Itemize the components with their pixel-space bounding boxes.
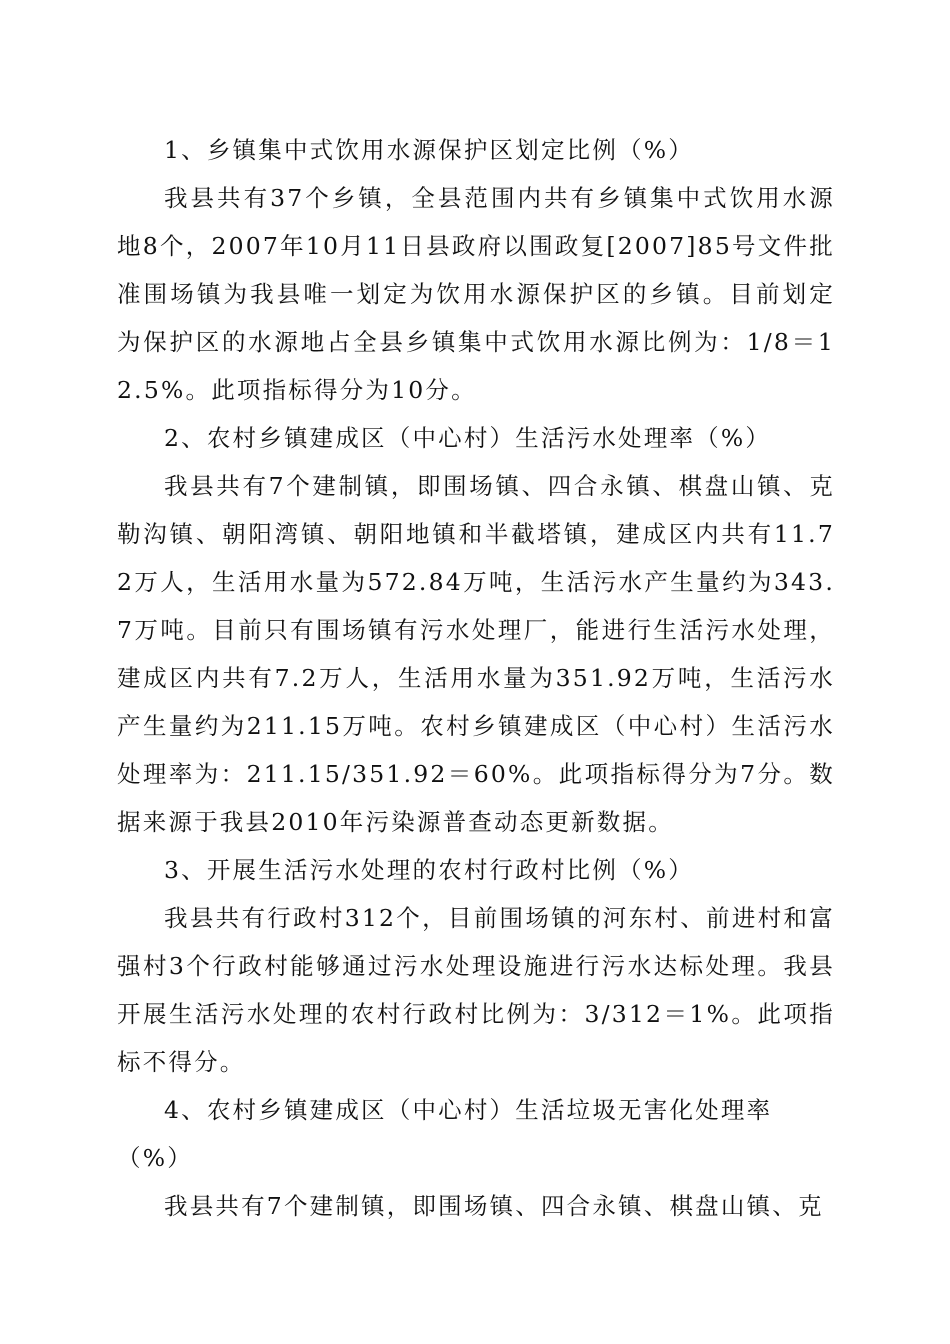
section-4-body: 我县共有7个建制镇，即围场镇、四合永镇、棋盘山镇、克 — [164, 1192, 824, 1220]
section-1-body: 我县共有37个乡镇，全县范围内共有乡镇集中式饮用水源地8个，2007年10月11日县政府以围政复[2007]85号文件批准围场镇为我县唯一划定为饮用水源保护区的乡镇。目前划定为保护区的水源地占全县乡镇集中式饮用水源比例为：1/8＝12.5%。此项指标得分为10分。 — [117, 184, 835, 404]
section-2-body: 我县共有7个建制镇，即围场镇、四合永镇、棋盘山镇、克勒沟镇、朝阳湾镇、朝阳地镇和半截塔镇，建成区内共有11.72万人，生活用水量为572.84万吨，生活污水产生量约为343.7万吨。目前只有围场镇有污水处理厂，能进行生活污水处理，建成区内共有7.2万人，生活用水量为351.92万吨，生活污水产生量约为211.15万吨。农村乡镇建成区（中心村）生活污水处理率为：211.15/351.92＝60%。此项指标得分为7分。数据来源于我县2010年污染源普查动态更新数据。 — [117, 472, 835, 836]
section-2-heading: 2、农村乡镇建成区（中心村）生活污水处理率（%） — [164, 424, 772, 452]
section-3-body: 我县共有行政村312个，目前围场镇的河东村、前进村和富强村3个行政村能够通过污水处理设施进行污水达标处理。我县开展生活污水处理的农村行政村比例为：3/312＝1%。此项指标不得分。 — [117, 904, 835, 1076]
section-4-heading: 4、农村乡镇建成区（中心村）生活垃圾无害化处理率（%） — [117, 1096, 773, 1172]
section-1-heading: 1、乡镇集中式饮用水源保护区划定比例（%） — [164, 136, 694, 164]
section-3-heading: 3、开展生活污水处理的农村行政村比例（%） — [164, 856, 694, 884]
document-page — [117, 126, 835, 1230]
